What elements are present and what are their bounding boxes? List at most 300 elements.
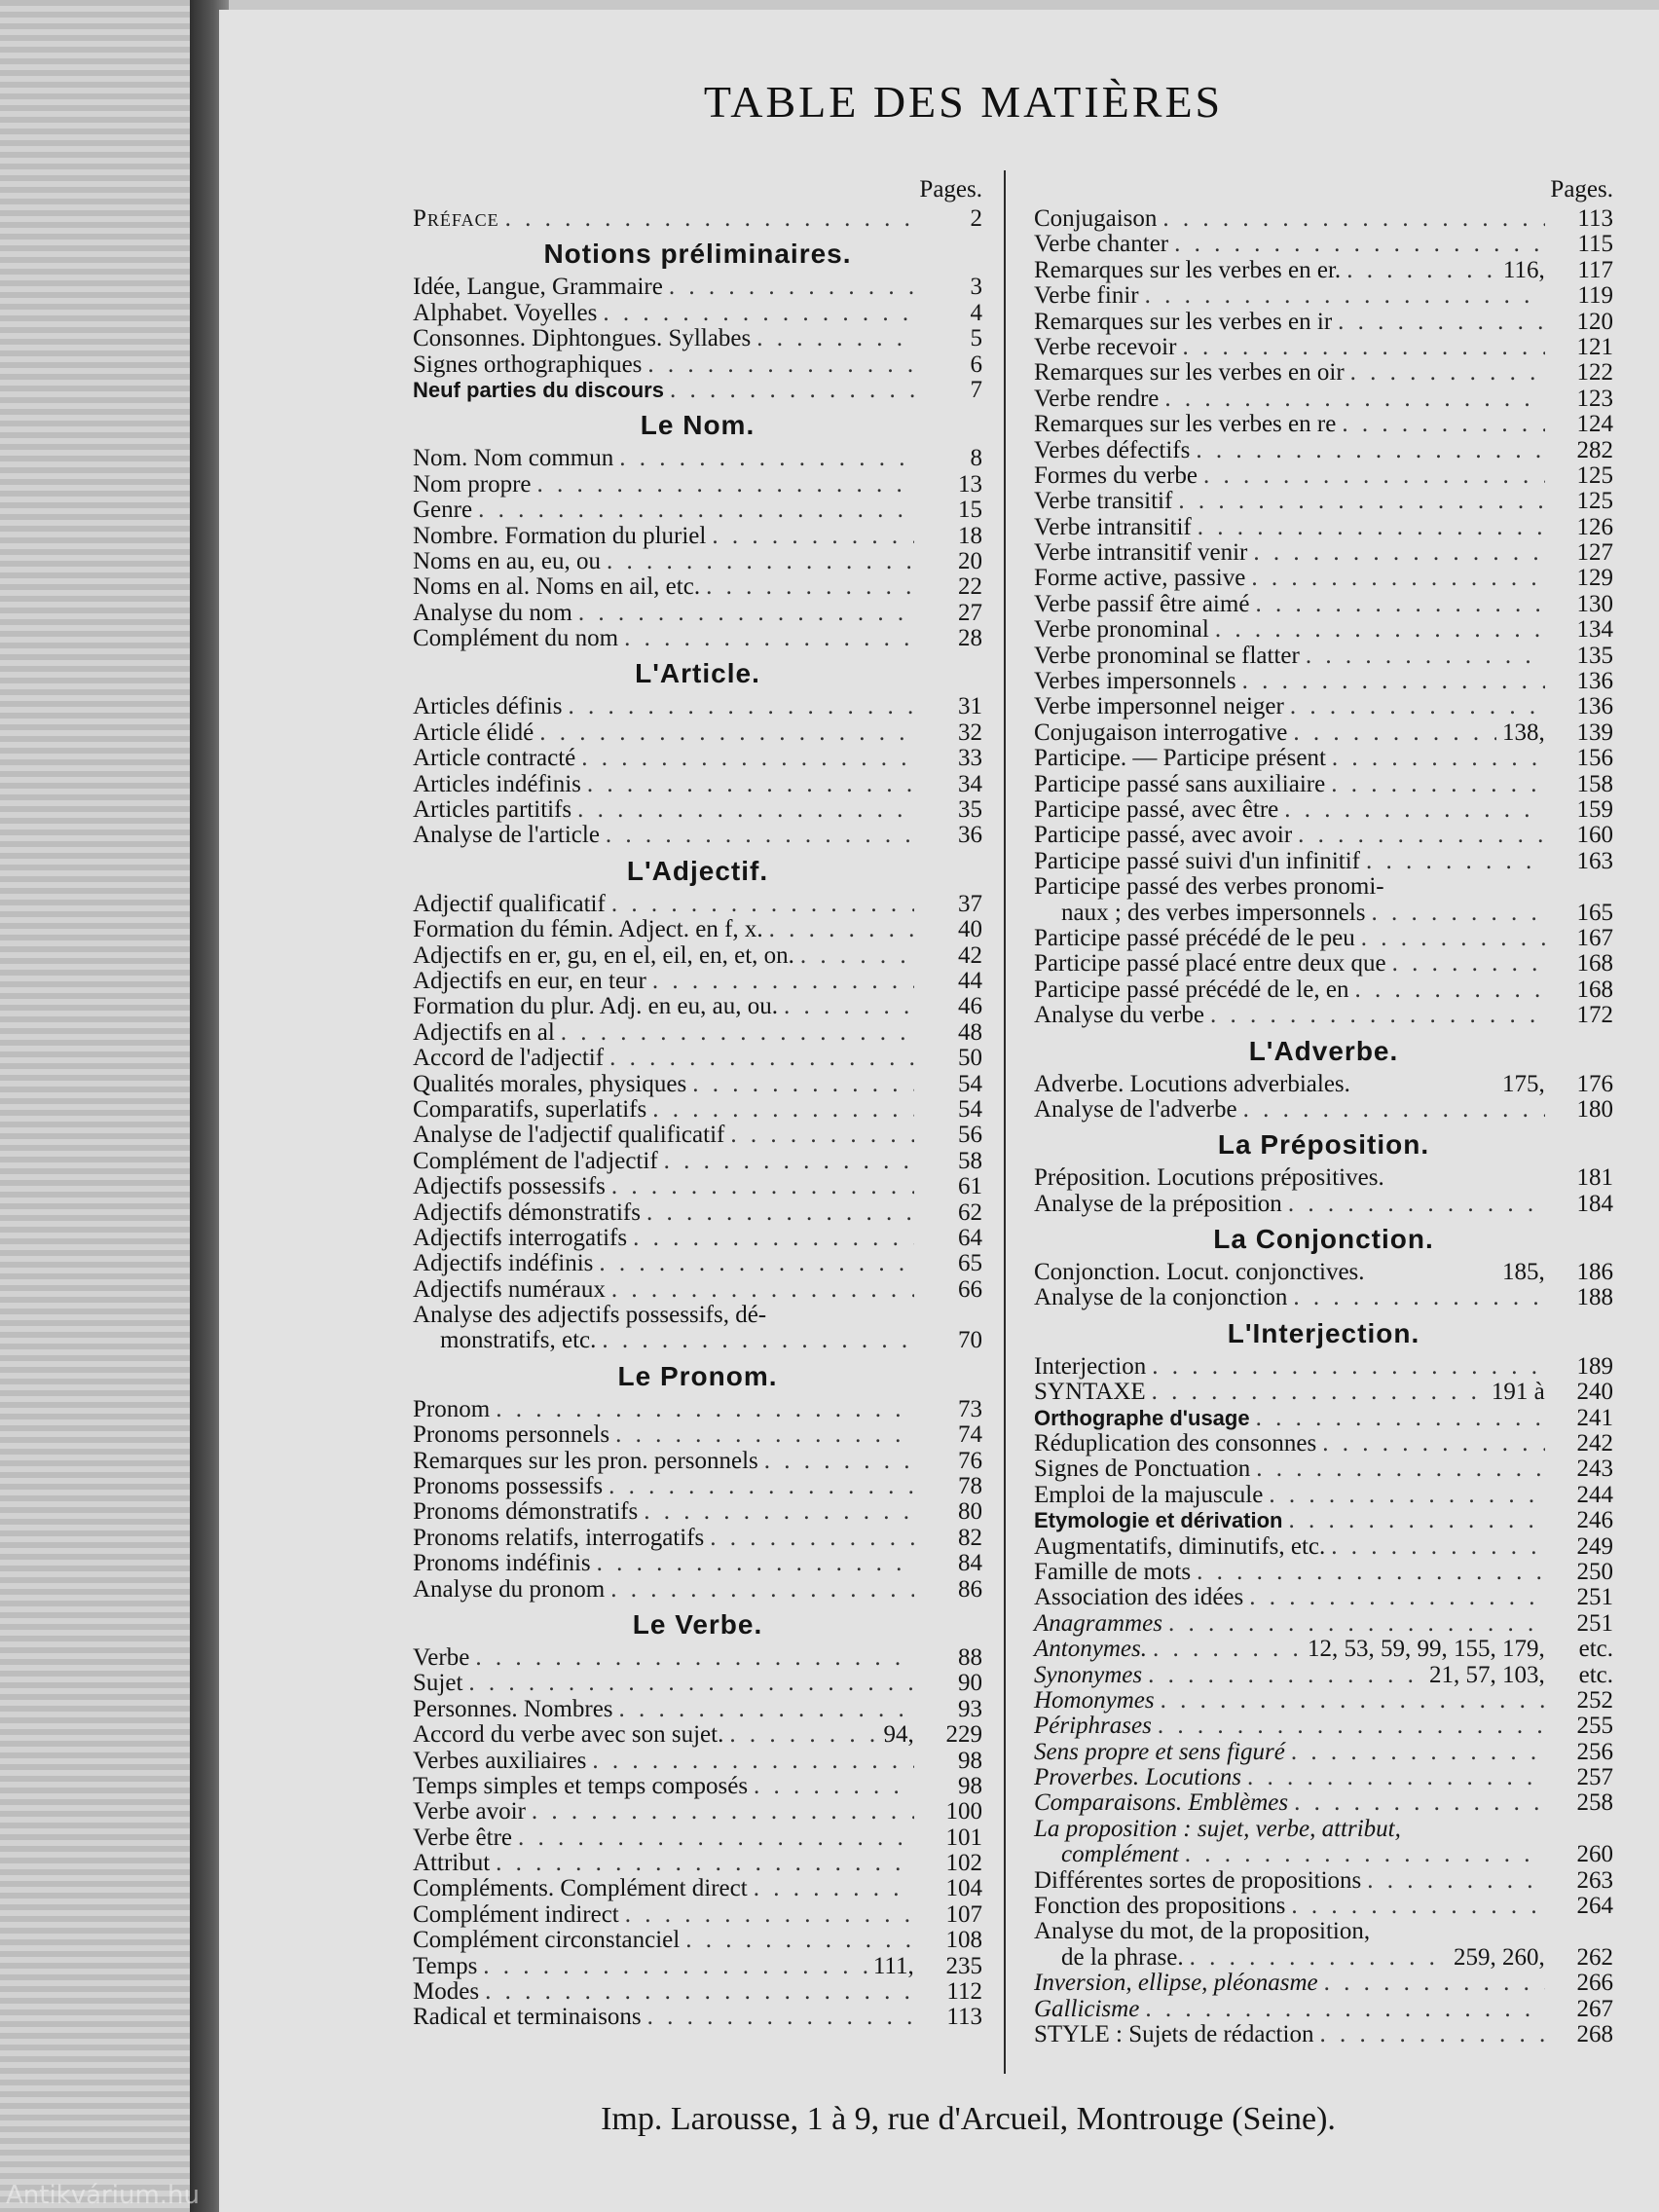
toc-entry [1034,901,1613,926]
toc-entry [1034,1560,1613,1585]
toc-entry [1034,1842,1613,1867]
dot-leader [610,1577,914,1603]
entry-page-number: 159 [1576,795,1613,823]
section-heading: L'Article. [635,658,760,689]
entry-title: Interjection [1034,1352,1147,1380]
section-heading: Le Nom. [640,410,756,441]
dot-leader [710,1526,914,1551]
toc-entry [1034,2022,1613,2047]
toc-entry [413,1825,982,1851]
entry-extra-pages: 175, [1502,1070,1551,1097]
toc-entry [1034,1971,1613,1996]
section-heading: L'Interjection. [1227,1317,1420,1348]
entry-title: Pronoms possessifs [413,1473,604,1500]
entry-extra-pages: 138, [1502,719,1551,746]
entry-page-number: 263 [1576,1866,1613,1894]
dot-leader [561,1020,914,1046]
entry-extra-pages: 111, [872,1952,920,1979]
toc-entry [1034,515,1613,540]
dot-leader [729,1722,877,1748]
entry-title: Verbe être [413,1824,513,1851]
dot-leader [1294,1790,1545,1816]
entry-title: Participe passé des verbes pronomi- [1034,873,1384,901]
entry-title: Analyse de l'adjectif qualificatif [413,1122,725,1149]
dot-leader [1196,438,1545,463]
dot-leader [1158,1714,1545,1739]
entry-title: Analyse de la conjonction [1034,1284,1288,1311]
entry-title: Compléments. Complément direct [413,1875,748,1902]
entry-title: complément [1061,1841,1179,1868]
toc-entry [1034,977,1613,1003]
toc-entry [1034,1919,1613,1944]
dot-leader [581,746,914,771]
entry-page-number: 4 [970,299,982,326]
dot-leader [607,549,914,574]
entry-page-number: 6 [970,350,982,378]
section-heading: La Conjonction. [1213,1224,1434,1255]
entry-page-number: 123 [1576,385,1613,412]
entry-title: Adverbe. Locutions adverbiales. [1034,1070,1350,1097]
toc-entry [413,1876,982,1901]
toc-entry [413,943,982,969]
entry-title: Association des idées [1034,1584,1244,1611]
entry-title: Articles indéfinis [413,770,581,797]
toc-entry [413,1277,982,1303]
entry-title: Différentes sortes de propositions [1034,1866,1362,1894]
dot-leader [633,1226,914,1251]
entry-extra-pages: 259, 260, [1454,1943,1551,1971]
entry-title: Préface [413,205,499,232]
toc-entry [413,1328,982,1353]
dot-leader [706,574,914,600]
toc-entry [1034,1997,1613,2022]
entry-page-number: 189 [1576,1352,1613,1380]
dot-leader [1346,258,1497,283]
pages-header: Pages. [1550,176,1613,203]
dot-leader [597,1551,914,1576]
entry-title: Analyse de la préposition [1034,1190,1282,1217]
entry-page-number: 244 [1576,1481,1613,1508]
dot-leader [625,1902,914,1928]
dot-leader [1174,232,1545,257]
entry-title: Orthographe d'usage [1034,1405,1250,1430]
dot-leader [769,917,914,942]
entry-title: Modes [413,1978,480,2006]
entry-title: Réduplication des consonnes [1034,1430,1317,1457]
toc-list-right [1034,206,1613,2047]
dot-leader [609,1046,914,1071]
entry-page-number: 249 [1576,1532,1613,1560]
toc-entry [413,694,982,719]
entry-title: Formation du plur. Adj. en eu, au, ou. [413,993,778,1020]
entry-page-number: 101 [945,1824,982,1851]
entry-title: Analyse de l'article [413,822,600,849]
entry-page-number: 54 [958,1070,982,1097]
entry-page-number: 61 [958,1173,982,1200]
dot-leader [1148,1663,1423,1688]
entry-page-number: 139 [1576,719,1613,746]
dot-leader [1324,1971,1545,1996]
entry-title: Etymologie et dérivation [1034,1508,1283,1533]
entry-title: Article élidé [413,719,535,746]
entry-page-number: 260 [1576,1841,1613,1868]
pages-header: Pages. [919,176,982,203]
entry-title: Verbes défectifs [1034,436,1191,463]
entry-page-number: 32 [958,719,982,746]
entry-page-number: 93 [958,1695,982,1722]
toc-column-left [413,173,982,2031]
entry-page-number: 188 [1576,1284,1613,1311]
dot-leader [1366,849,1545,874]
entry-title: Participe passé, avec avoir [1034,822,1293,849]
dot-leader [1293,1285,1545,1310]
dot-leader [800,943,914,969]
entry-page-number: 125 [1576,461,1613,489]
toc-entry [413,720,982,746]
entry-title: Conjonction. Locut. conjonctives. [1034,1259,1365,1286]
entry-page-number: 241 [1576,1404,1613,1431]
entry-title: Préposition. Locutions prépositives. [1034,1164,1384,1192]
toc-entry [1034,797,1613,823]
toc-entry [413,1902,982,1928]
toc-list-left [413,206,982,2031]
entry-title: Gallicisme [1034,1995,1140,2022]
entry-title: Articles définis [413,693,563,720]
entry-title: Verbe avoir [413,1798,526,1825]
toc-entry [1034,951,1613,977]
entry-title: Verbe chanter [1034,231,1169,258]
entry-title: Remarques sur les verbes en ir [1034,308,1333,335]
entry-title: monstratifs, etc. [440,1327,597,1354]
entry-page-number: 84 [958,1550,982,1577]
entry-page-number: 28 [958,625,982,652]
entry-page-number: 100 [945,1798,982,1825]
entry-title: Participe passé sans auxiliaire [1034,770,1326,797]
dot-leader [496,1851,914,1876]
toc-entry [1034,1431,1613,1456]
dot-leader [647,2005,914,2030]
dot-leader [1332,746,1545,771]
dot-leader [603,301,914,326]
entry-title: Adjectifs interrogatifs [413,1224,628,1251]
toc-entry [413,574,982,600]
toc-entry [413,1020,982,1046]
toc-entry [413,1474,982,1499]
dot-leader [1198,515,1545,540]
dot-leader [1152,1354,1545,1380]
toc-entry [1034,232,1613,257]
entry-title: Verbe pronominal se flatter [1034,642,1300,669]
watermark: Antikvárium.hu [6,2181,200,2210]
entry-page-number: 73 [958,1395,982,1422]
toc-entry [413,1303,982,1328]
toc-entry [1034,1714,1613,1739]
dot-leader [475,1645,914,1671]
dot-leader [619,446,914,471]
dot-leader [577,797,914,823]
entry-title: Inversion, ellipse, pléonasme [1034,1970,1318,1997]
dot-leader [730,1123,914,1148]
dot-leader [1306,644,1545,669]
entry-page-number: 160 [1576,822,1613,849]
toc-entry [413,1851,982,1876]
toc-entry [413,1397,982,1422]
entry-page-number: 113 [1577,205,1613,232]
section-heading: L'Adjectif. [626,855,769,886]
entry-title: Pronoms démonstratifs [413,1498,639,1526]
toc-entry [413,498,982,523]
toc-entry [1034,1790,1613,1816]
dot-leader [518,1825,914,1851]
entry-page-number: 124 [1576,411,1613,438]
entry-page-number: 42 [958,941,982,969]
dot-leader [1256,1456,1545,1482]
entry-page-number: 119 [1577,282,1613,310]
toc-entry [413,2005,982,2030]
toc-entry [413,1577,982,1603]
dot-leader [611,1277,914,1303]
entry-title: Participe. — Participe présent [1034,745,1326,772]
toc-entry [1034,1483,1613,1508]
entry-title: Complément du nom [413,625,619,652]
toc-entry [413,1551,982,1576]
toc-entry [413,472,982,498]
entry-title: Analyse de l'adverbe [1034,1095,1237,1123]
entry-title: Remarques sur les verbes en er. [1034,256,1342,283]
dot-leader [1291,1894,1545,1919]
toc-entry [1034,1688,1613,1714]
entry-page-number: 44 [958,967,982,994]
entry-title: de la phrase. [1061,1943,1184,1971]
toc-entry [1034,874,1613,900]
entry-extra-pages: 185, [1502,1259,1551,1286]
dot-leader [537,472,915,498]
entry-page-number: 258 [1576,1789,1613,1817]
toc-entry [413,1928,982,1953]
entry-page-number: 251 [1576,1609,1613,1637]
toc-entry [413,823,982,848]
toc-entry [1034,540,1613,566]
entry-title: Sens propre et sens figuré [1034,1738,1285,1765]
entry-title: Participe passé, avec être [1034,795,1279,823]
entry-title: Consonnes. Diphtongues. Syllabes [413,325,752,352]
toc-entry [1034,566,1613,591]
toc-entry [413,1697,982,1722]
toc-entry [1034,823,1613,848]
entry-page-number: 102 [945,1850,982,1877]
entry-page-number: 240 [1576,1379,1613,1406]
dot-leader [1145,283,1545,309]
toc-entry [1034,1585,1613,1610]
entry-title: Sujet [413,1670,463,1697]
dot-leader [1178,489,1545,514]
dot-leader [1190,1945,1448,1971]
dot-leader [1256,1406,1545,1431]
entry-title: Augmentatifs, diminutifs, etc. [1034,1532,1326,1560]
dot-leader [1197,1560,1545,1585]
entry-page-number: 156 [1576,745,1613,772]
toc-entry [1034,1192,1613,1217]
entry-page-number: 31 [958,693,982,720]
entry-page-number: 126 [1576,513,1613,540]
entry-title: Verbe passif être aimé [1034,590,1250,617]
toc-entry [413,1251,982,1276]
section-heading: L'Adverbe. [1248,1035,1399,1066]
dot-leader [652,1097,914,1123]
entry-page-number: 250 [1576,1558,1613,1585]
toc-entry [413,1799,982,1825]
dot-leader [505,206,914,232]
toc-entry [1034,1817,1613,1842]
dot-leader [764,1449,914,1474]
dot-leader [685,1928,914,1953]
entry-page-number: 48 [958,1018,982,1046]
entry-page-number: 27 [958,599,982,626]
entry-page-number: 113 [946,2004,982,2031]
entry-title: Analyse du mot, de la proposition, [1034,1918,1371,1945]
entry-title: Article contracté [413,745,576,772]
entry-title: Participe passé précédé de le, en [1034,976,1349,1003]
entry-page-number: 40 [958,916,982,943]
toc-entry [413,626,982,651]
toc-entry [1034,720,1613,746]
toc-entry [1034,412,1613,437]
entry-page-number: 257 [1576,1764,1613,1791]
entry-title: Verbe intransitif venir [1034,539,1248,567]
toc-entry [413,994,982,1019]
entry-page-number: 108 [945,1927,982,1954]
section-heading: Le Pronom. [617,1360,778,1391]
entry-page-number: 122 [1576,359,1613,387]
entry-title: Articles partitifs [413,796,572,824]
entry-title: STYLE : Sujets de rédaction [1034,2021,1314,2047]
dot-leader [1152,1380,1486,1405]
entry-page-number: 158 [1576,770,1613,797]
entry-page-number: 76 [958,1447,982,1474]
toc-entry [1034,1406,1613,1431]
dot-leader [568,694,914,719]
entry-page-number: 129 [1576,565,1613,592]
entry-page-number: 235 [945,1952,982,1979]
entry-page-number: etc. [1578,1636,1613,1663]
dot-leader [1249,1585,1545,1610]
toc-entry [413,1072,982,1097]
entry-page-number: 2 [970,205,982,232]
entry-title: Analyse du nom [413,599,572,626]
dot-leader [712,524,914,549]
dot-leader [619,1697,914,1722]
entry-title: Verbe intransitif [1034,513,1192,540]
dot-leader [615,1422,914,1448]
entry-page-number: 46 [958,993,982,1020]
toc-entry [1034,387,1613,412]
dot-leader [578,601,914,626]
toc-entry [413,1226,982,1251]
entry-page-number: 36 [958,822,982,849]
dot-leader [669,275,914,300]
dot-leader [1290,694,1545,719]
entry-page-number: 242 [1576,1430,1613,1457]
entry-title: Accord du verbe avec son sujet. [413,1721,724,1749]
dot-leader [1247,1765,1545,1790]
toc-entry [1034,1072,1613,1097]
dot-leader [1164,387,1545,412]
section-heading: La Préposition. [1217,1129,1430,1161]
entry-title: Emploi de la majuscule [1034,1481,1264,1508]
entry-title: Verbe recevoir [1034,333,1177,360]
dot-leader [756,326,914,351]
dot-leader [468,1671,914,1696]
entry-page-number: 80 [958,1498,982,1526]
toc-entry [413,1722,982,1748]
entry-page-number: 64 [958,1224,982,1251]
entry-title: Radical et terminaisons [413,2004,642,2031]
dot-leader [1168,1611,1545,1637]
entry-page-number: 13 [958,470,982,498]
entry-title: Remarques sur les pron. personnels [413,1447,758,1474]
toc-entry [413,378,982,403]
entry-title: Genre [413,497,473,524]
dot-leader [1350,360,1545,386]
toc-entry [413,326,982,351]
entry-title: Complément indirect [413,1900,619,1928]
entry-page-number: 252 [1576,1686,1613,1714]
toc-entry [413,1123,982,1148]
entry-title: Attribut [413,1850,491,1877]
toc-entry [1034,849,1613,874]
toc-entry [1034,694,1613,719]
entry-page-number: 8 [970,445,982,472]
entry-title: Pronom [413,1395,491,1422]
dot-leader [1342,412,1545,437]
dot-leader [1319,2022,1545,2047]
dot-leader [602,1328,914,1353]
toc-column-right [1034,173,1613,2047]
entry-title: Forme active, passive [1034,565,1246,592]
toc-entry [1034,1637,1613,1662]
entry-page-number: 54 [958,1095,982,1123]
entry-title: Anagrammes [1034,1609,1162,1637]
entry-title: Adjectif qualificatif [413,890,606,917]
entry-page-number: 3 [970,274,982,301]
entry-extra-pages: 21, 57, 103, [1429,1661,1551,1688]
dot-leader [1253,540,1545,566]
toc-entry [413,917,982,942]
entry-title: SYNTAXE [1034,1379,1146,1406]
toc-entry [413,206,982,232]
entry-title: Personnes. Nombres [413,1695,613,1722]
entry-title: Verbe pronominal [1034,616,1209,644]
toc-entry [1034,489,1613,514]
entry-page-number: 266 [1576,1970,1613,1997]
entry-page-number: 50 [958,1045,982,1072]
toc-entry [1034,1534,1613,1560]
entry-title: Nombre. Formation du pluriel [413,522,707,549]
entry-title: Remarques sur les verbes en re [1034,411,1337,438]
toc-entry [1034,926,1613,951]
entry-title: Noms en al. Noms en ail, etc. [413,573,701,601]
toc-entry [413,1449,982,1474]
entry-extra-pages: 12, 53, 59, 99, 155, 179, [1308,1636,1551,1663]
entry-page-number: 15 [958,497,982,524]
dot-leader [1392,951,1545,977]
dot-leader [606,823,914,848]
entry-page-number: 262 [1576,1943,1613,1971]
dot-leader [1162,206,1545,232]
dot-leader [611,892,914,917]
dot-leader [1215,617,1545,643]
entry-page-number: etc. [1578,1661,1613,1688]
